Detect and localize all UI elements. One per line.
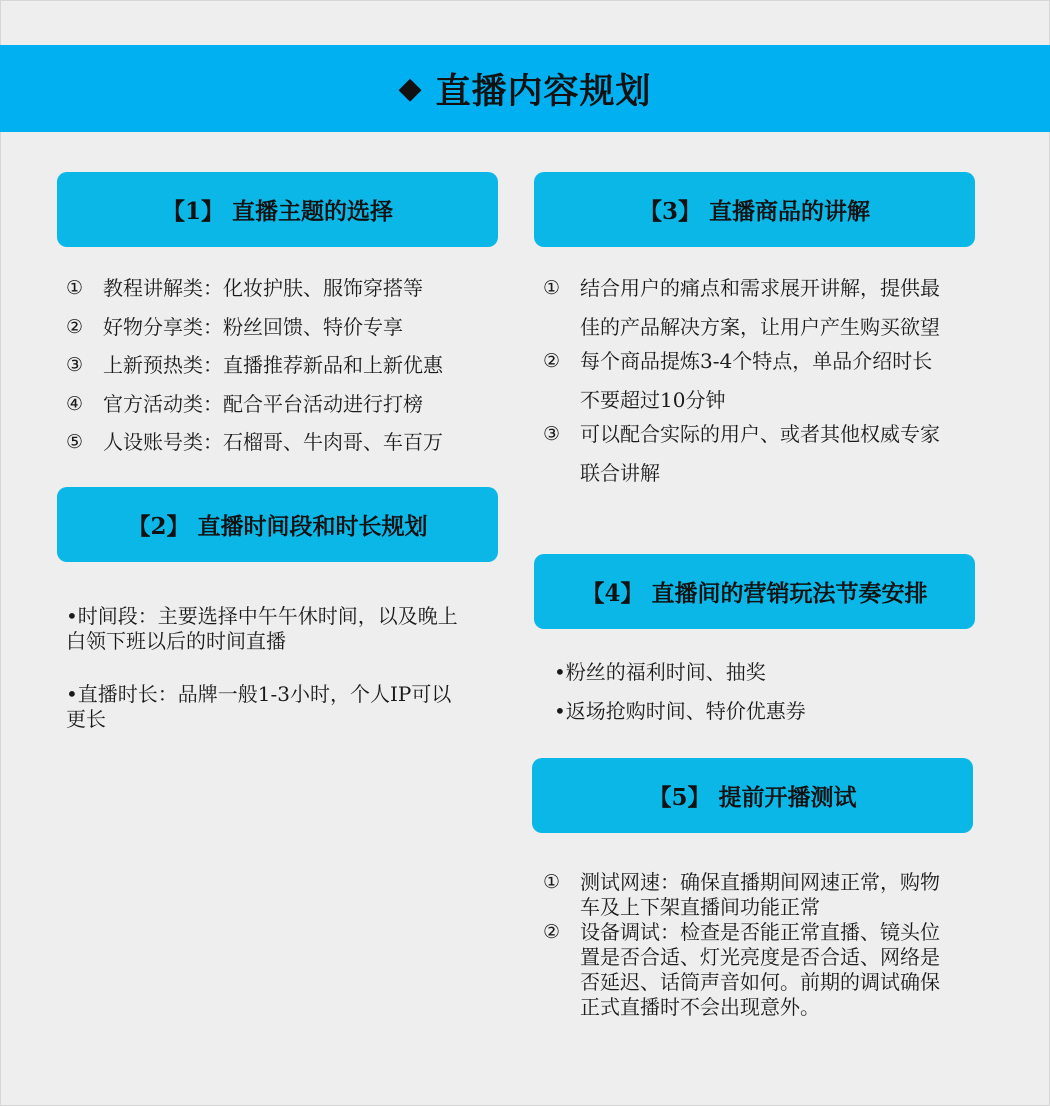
- list-item-text: 上新预热类：直播推荐新品和上新优惠: [103, 353, 443, 377]
- section-2-header: [57, 487, 498, 562]
- circled-number: ②: [543, 350, 561, 372]
- circled-number: ②: [543, 921, 561, 943]
- list-item-text: 可以配合实际的用户、或者其他权威专家联合讲解: [580, 422, 940, 485]
- list-item: [543, 273, 948, 346]
- bullet-item: •返场抢购时间、特价优惠券: [554, 698, 806, 723]
- section-5-header: [532, 758, 973, 833]
- list-item: [66, 389, 486, 428]
- list-item-text: 每个商品提炼3-4个特点，单品介绍时长不要超过10分钟: [580, 349, 933, 412]
- list-item: [66, 273, 486, 312]
- list-item: [543, 870, 948, 920]
- section-5-title: 【5】 提前开播测试: [648, 784, 857, 811]
- circled-number: ⑤: [66, 431, 84, 453]
- bullet-item: •时间段：主要选择中午午休时间，以及晚上白领下班以后的时间直播: [66, 604, 458, 653]
- section-2-list: [66, 604, 466, 760]
- list-item: [66, 427, 486, 466]
- title-banner: [0, 45, 1050, 132]
- section-3-title: 【3】 直播商品的讲解: [638, 198, 870, 225]
- list-item-text: 好物分享类：粉丝回馈、特价专享: [103, 314, 403, 339]
- list-item: [543, 419, 948, 492]
- list-item: [543, 920, 948, 1020]
- section-3-list: [543, 273, 948, 492]
- list-item-text: 设备调试：检查是否能正常直播、镜头位置是否合适、灯光亮度是否合适、网络是否延迟、话筒声音如何。前期的调试确保正式直播时不会出现意外。: [580, 920, 940, 1019]
- section-1-header: [57, 172, 498, 247]
- list-item: [66, 312, 486, 351]
- list-item-text: 结合用户的痛点和需求展开讲解，提供最佳的产品解决方案，让用户产生购买欲望: [580, 276, 940, 339]
- list-item-text: 人设账号类：石榴哥、牛肉哥、车百万: [103, 430, 443, 454]
- circled-number: ①: [543, 277, 561, 299]
- section-1-title: 【1】 直播主题的选择: [161, 198, 393, 225]
- section-3-header: [534, 172, 975, 247]
- section-1-list: [66, 273, 486, 466]
- section-4-header: [534, 554, 975, 629]
- section-2-title: 【2】 直播时间段和时长规划: [127, 513, 428, 540]
- circled-number: ①: [66, 277, 84, 299]
- diamond-icon: ◆: [398, 70, 422, 106]
- list-item-text: 教程讲解类：化妆护肤、服饰穿搭等: [103, 276, 423, 300]
- circled-number: ③: [66, 354, 84, 376]
- section-4-title: 【4】 直播间的营销玩法节奏安排: [581, 580, 928, 607]
- circled-number: ③: [543, 423, 561, 445]
- page-title: 直播内容规划: [435, 70, 652, 112]
- section-5-list: [543, 870, 948, 1020]
- list-item-text: 测试网速：确保直播期间网速正常，购物车及上下架直播间功能正常: [580, 870, 940, 919]
- bullet-item: •直播时长：品牌一般1-3小时，个人IP可以更长: [66, 682, 452, 731]
- circled-number: ④: [66, 392, 84, 415]
- list-item: [66, 350, 486, 389]
- circled-number: ②: [66, 315, 84, 338]
- bullet-item: •粉丝的福利时间、抽奖: [554, 660, 766, 684]
- circled-number: ①: [543, 871, 561, 893]
- section-4-list: [554, 653, 954, 730]
- list-item: [543, 346, 948, 419]
- list-item-text: 官方活动类：配合平台活动进行打榜: [103, 391, 423, 416]
